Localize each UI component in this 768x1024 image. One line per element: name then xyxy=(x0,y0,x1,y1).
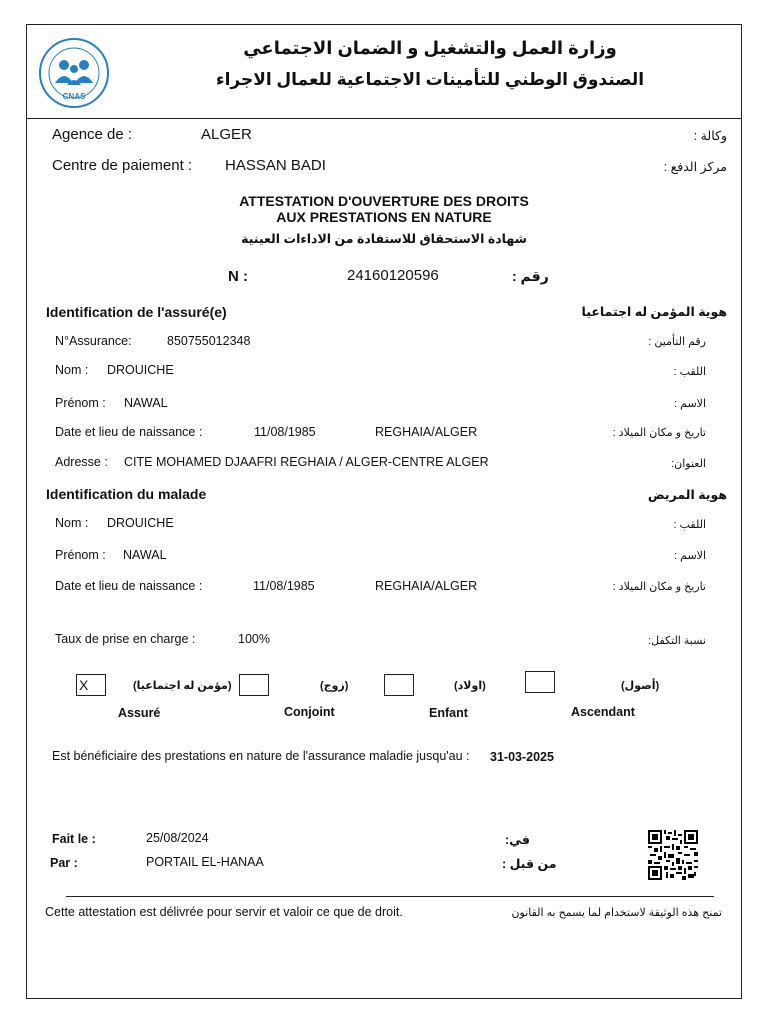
patient-birth-label: Date et lieu de naissance : xyxy=(55,579,203,593)
coverage-value: 100% xyxy=(238,632,270,646)
fund-title: الصندوق الوطني للتأمينات الاجتماعية للعمال الاجراء xyxy=(215,70,645,89)
beneficiary-date: 31-03-2025 xyxy=(490,750,554,764)
agency-label: Agence de : xyxy=(52,126,133,143)
patient-section-title-ar: هوية المريض xyxy=(647,488,727,502)
relation-enfant-label: Enfant xyxy=(429,706,468,720)
number-label-ar: رقم : xyxy=(512,268,549,284)
par-value: PORTAIL EL-HANAA xyxy=(146,855,264,869)
insured-nom-label-ar: اللقب : xyxy=(673,366,706,378)
footer-text-fr: Cette attestation est délivrée pour servir et valoir ce que de droit. xyxy=(45,905,403,919)
footer-text-ar: تمنح هذه الوثيقة لاستخدام لما يسمح به القانون xyxy=(511,907,722,919)
relation-conjoint-label: Conjoint xyxy=(284,705,335,719)
relation-ascendant-ar: (أصول) xyxy=(621,680,660,692)
par-label: Par : xyxy=(50,856,78,870)
patient-prenom-label-ar: الاسم : xyxy=(674,550,706,562)
insured-address-label-ar: العنوان: xyxy=(671,458,706,470)
relation-assure-label: Assuré xyxy=(118,706,161,720)
patient-prenom-label: Prénom : xyxy=(55,548,106,562)
cnas-logo xyxy=(38,37,110,109)
doc-title-line2: AUX PRESTATIONS EN NATURE xyxy=(276,209,492,225)
payment-center-value: HASSAN BADI xyxy=(225,157,326,174)
insured-prenom-label-ar: الاسم : xyxy=(674,398,706,410)
relation-assure-ar: (مؤمن له اجتماعيا) xyxy=(133,680,232,692)
insured-birth-label: Date et lieu de naissance : xyxy=(55,425,203,439)
insured-address-label: Adresse : xyxy=(55,455,108,469)
payment-center-label: Centre de paiement : xyxy=(52,157,193,174)
number-value: 24160120596 xyxy=(347,267,439,284)
insurance-number-label-ar: رقم التأمين : xyxy=(648,336,706,348)
insured-prenom-value: NAWAL xyxy=(124,396,168,410)
insured-section-title-ar: هوية المؤمن له اجتماعيا xyxy=(581,305,727,319)
relation-enfant-ar: (اولاد) xyxy=(454,680,486,692)
fait-value: 25/08/2024 xyxy=(146,831,209,845)
patient-nom-label-ar: اللقب : xyxy=(673,519,706,531)
beneficiary-text: Est bénéficiaire des prestations en nature de l'assurance maladie jusqu'au : xyxy=(52,749,470,763)
patient-birth-label-ar: تاريخ و مكان الميلاد : xyxy=(612,581,706,593)
patient-section-title: Identification du malade xyxy=(46,486,207,502)
insured-birth-label-ar: تاريخ و مكان الميلاد : xyxy=(612,427,706,439)
header-divider xyxy=(26,118,742,119)
checkbox-enfant[interactable] xyxy=(384,674,414,696)
patient-prenom-value: NAWAL xyxy=(123,548,167,562)
insured-address-value: CITE MOHAMED DJAAFRI REGHAIA / ALGER-CENTRE ALGER xyxy=(124,455,489,469)
patient-birth-place: REGHAIA/ALGER xyxy=(375,579,478,593)
ministry-title: وزارة العمل والتشغيل و الضمان الاجتماعي xyxy=(243,38,617,58)
patient-nom-value: DROUICHE xyxy=(107,516,174,530)
patient-birth-date: 11/08/1985 xyxy=(253,579,315,593)
number-label: N : xyxy=(228,268,248,285)
checkbox-ascendant[interactable] xyxy=(525,671,555,693)
doc-title-line1: ATTESTATION D'OUVERTURE DES DROITS xyxy=(239,193,529,209)
checkbox-assure[interactable]: X xyxy=(76,674,106,696)
insured-birth-place: REGHAIA/ALGER xyxy=(375,425,478,439)
qr-code-icon xyxy=(648,830,698,880)
fait-label: Fait le : xyxy=(52,832,96,846)
payment-center-label-ar: مركز الدفع : xyxy=(663,160,727,174)
coverage-label: Taux de prise en charge : xyxy=(55,632,196,646)
relation-ascendant-label: Ascendant xyxy=(571,705,635,719)
patient-nom-label: Nom : xyxy=(55,516,89,530)
agency-label-ar: وكالة : xyxy=(693,129,727,143)
agency-value: ALGER xyxy=(201,126,252,143)
coverage-label-ar: نسبة التكفل: xyxy=(648,635,706,647)
insured-prenom-label: Prénom : xyxy=(55,396,106,410)
relation-conjoint-ar: (زوج) xyxy=(320,680,349,692)
checkbox-conjoint[interactable] xyxy=(239,674,269,696)
insurance-number-value: 850755012348 xyxy=(167,334,251,348)
insured-nom-label: Nom : xyxy=(55,363,89,377)
par-label-ar: من قبل : xyxy=(502,857,557,871)
insurance-number-label: N°Assurance: xyxy=(55,334,132,348)
insured-section-title: Identification de l'assuré(e) xyxy=(46,304,227,320)
insured-nom-value: DROUICHE xyxy=(107,363,174,377)
footer-divider xyxy=(66,896,714,897)
fait-label-ar: في: xyxy=(505,833,530,847)
doc-title-ar: شهادة الاستحقاق للاستفادة من الاداءات العينية xyxy=(241,232,527,246)
svg-text:CNAS: CNAS xyxy=(62,92,86,101)
insured-birth-date: 11/08/1985 xyxy=(254,425,316,439)
